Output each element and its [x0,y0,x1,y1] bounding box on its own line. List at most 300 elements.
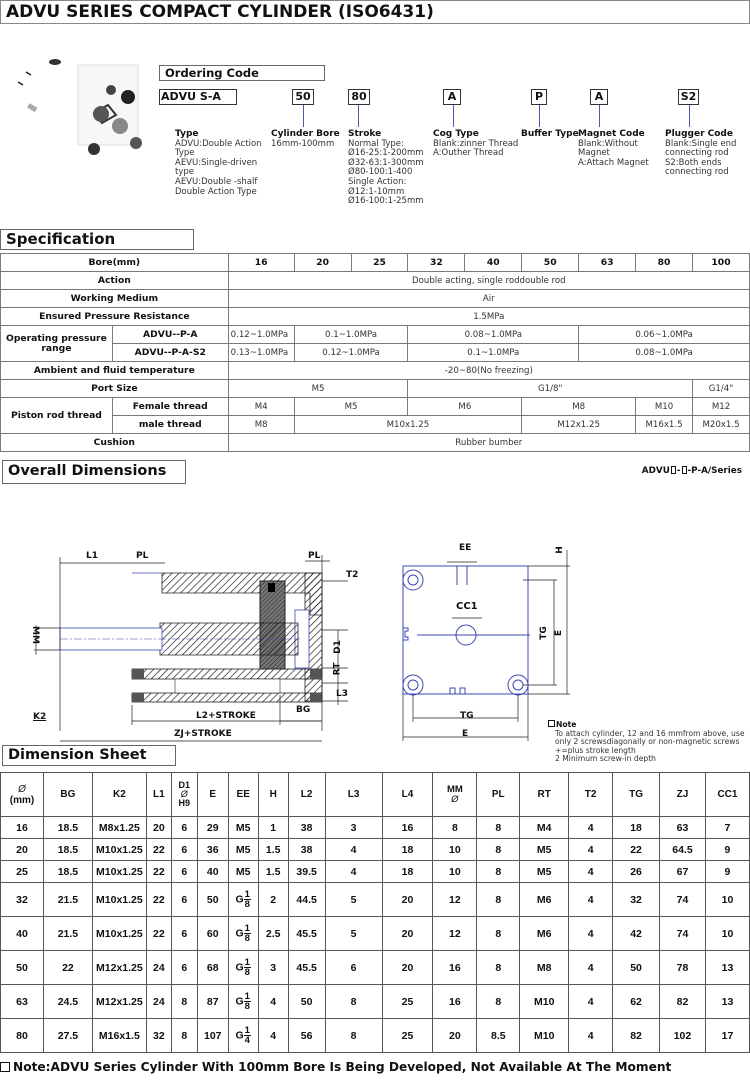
label-mm: MM [29,626,40,644]
bore-32: 32 [408,254,465,272]
cell-h: 2.5 [258,917,288,951]
op-pas2-value: 0.1~1.0MPa [408,344,579,362]
fraction [244,1026,251,1045]
cell-pl: 8 [477,817,520,839]
field-title: Buffer Type [521,129,579,139]
header-d1 [171,773,197,817]
cell-cc1: 13 [705,951,749,985]
header-k2: K2 [92,773,146,817]
cell-zj: 74 [660,917,706,951]
cell-h: 4 [258,1019,288,1053]
checkbox-icon [0,1062,10,1072]
series-suffix: -P-A/Series [687,466,742,476]
field-title: Magnet Code [578,129,645,139]
fraction [244,890,251,909]
connector-line [453,105,454,127]
medium-label: Working Medium [1,290,229,308]
field-stroke [348,130,424,207]
cell-h: 1.5 [258,861,288,883]
field-line: type [175,167,194,178]
cell-mm: 16 [433,985,477,1019]
fraction-denominator: 8 [244,933,250,944]
dimension-header-row [1,773,750,817]
cell-mm: 20 [433,1019,477,1053]
op-pressure-label: Operating pressure range [1,326,113,362]
cell-tg: 22 [613,839,660,861]
male-value: M16x1.5 [636,416,693,434]
cell-e: 107 [197,1019,228,1053]
label-l2-stroke: L2+STROKE [196,711,256,721]
cell-t2: 4 [569,861,613,883]
action-label: Action [1,272,229,290]
cell-t2: 4 [569,883,613,917]
header-mm [433,773,477,817]
cell-l1: 22 [146,917,171,951]
field-line: AEVU:Double -shalf [175,176,258,187]
resistance-value: 1.5MPa [228,308,749,326]
cell-bg: 18.5 [43,861,92,883]
cell-rt: M8 [520,951,569,985]
label-l1: L1 [86,551,98,561]
spec-row-action [1,272,750,290]
cell-l3: 3 [325,817,382,839]
cell-mm: 10 [433,839,477,861]
series-mid: - [676,466,681,476]
cell-rt: M10 [520,985,569,1019]
fraction-numerator: 1 [244,991,250,1002]
fraction [244,958,251,977]
field-line: S2:Both ends [665,157,722,168]
cell-cc1: 10 [705,917,749,951]
front-view-drawing [395,540,575,745]
cell-d1: 6 [171,917,197,951]
header-t2: T2 [569,773,613,817]
header-pl: PL [477,773,520,817]
product-image [8,45,153,155]
cell-tg: 62 [613,985,660,1019]
cell-zj: 64.5 [660,839,706,861]
cell-d1: 8 [171,985,197,1019]
field-line: Ø80-100:1-400 [348,167,413,178]
cell-d1: 6 [171,861,197,883]
cell-k2: M8x1.25 [92,817,146,839]
field-line: A:Attach Magnet [578,157,649,168]
connector-line [358,105,359,127]
cell-bore: 32 [1,883,44,917]
cell-zj: 67 [660,861,706,883]
cell-l2: 38 [288,817,325,839]
cell-zj: 74 [660,883,706,917]
cushion-label: Cushion [1,434,229,452]
spec-row-cushion [1,434,750,452]
cell-l4: 25 [382,985,433,1019]
field-magnet-code [578,130,649,168]
diameter-symbol: Ø [18,783,26,795]
cell-ee [228,951,258,985]
footer-note [0,1060,671,1074]
male-value: M12x1.25 [522,416,636,434]
female-value: M12 [693,398,750,416]
placeholder-box-icon [671,466,676,474]
spec-row-op-pa [1,326,750,344]
cell-ee [228,883,258,917]
dimension-row [1,817,750,839]
field-title: Type [175,129,199,139]
placeholder-box-icon [682,466,687,474]
cell-bg: 18.5 [43,839,92,861]
dimension-sheet-title: Dimension Sheet [2,745,176,766]
header-tg: TG [613,773,660,817]
spec-row-female [1,398,750,416]
cell-rt: M5 [520,839,569,861]
dimension-row [1,951,750,985]
bore-80: 80 [636,254,693,272]
cell-rt: M10 [520,1019,569,1053]
plugger-code-box: S2 [678,89,699,105]
cell-l4: 18 [382,861,433,883]
field-line: ADVU:Double Action [175,138,262,149]
fraction-denominator: 8 [244,967,250,978]
bore-63: 63 [579,254,636,272]
cell-l1: 24 [146,951,171,985]
header-h: H [258,773,288,817]
spec-row-resistance [1,308,750,326]
dimension-body [1,817,750,1053]
cell-d1: 6 [171,951,197,985]
cell-k2: M10x1.25 [92,917,146,951]
cell-zj: 102 [660,1019,706,1053]
dimension-table [0,772,750,1053]
male-value: M20x1.5 [693,416,750,434]
cell-t2: 4 [569,985,613,1019]
cell-bore: 63 [1,985,44,1019]
cell-l2: 39.5 [288,861,325,883]
bore-100: 100 [693,254,750,272]
label-tg-vertical: TG [538,626,549,640]
header-rt: RT [520,773,569,817]
field-cylinder-bore [271,130,340,149]
label-e-vertical: E [554,629,565,637]
d1-tolerance: H9 [178,798,191,808]
cell-pl: 8 [477,917,520,951]
port-label: Port Size [1,380,229,398]
cell-t2: 4 [569,839,613,861]
op-pas2-value: 0.13~1.0MPa [228,344,294,362]
field-line: Blank:Single end [665,138,737,149]
cell-e: 50 [197,883,228,917]
spec-row-op-pas2 [1,344,750,362]
cell-ee [228,985,258,1019]
label-rt: RT [332,662,343,676]
cell-tg: 26 [613,861,660,883]
cell-e: 87 [197,985,228,1019]
field-line: Type [175,148,195,159]
cell-l3: 6 [325,951,382,985]
ee-prefix: G [235,961,244,974]
cell-cc1: 7 [705,817,749,839]
cell-rt: M6 [520,917,569,951]
label-tg-horizontal: TG [460,711,474,721]
side-view-drawing [30,545,350,745]
piston-label: Piston rod thread [1,398,113,434]
cell-pl: 8 [477,883,520,917]
cell-mm: 16 [433,951,477,985]
magnet-code-box: A [590,89,608,105]
model-code-box: ADVU S-A [159,89,237,105]
fraction-denominator: 4 [244,1035,250,1046]
drawing-note [548,720,745,764]
cell-tg: 42 [613,917,660,951]
medium-value: Air [228,290,749,308]
female-value: M6 [408,398,522,416]
cell-t2: 4 [569,917,613,951]
field-line: Ø12:1-10mm [348,186,405,197]
cell-l2: 45.5 [288,951,325,985]
note-line: 2 Minimum screw-in depth [555,754,656,764]
bore-16: 16 [228,254,294,272]
overall-dimensions-title: Overall Dimensions [2,460,186,484]
cell-mm: 8 [433,817,477,839]
cell-cc1: 13 [705,985,749,1019]
header-bg: BG [43,773,92,817]
cell-l4: 16 [382,817,433,839]
connector-line [303,105,304,127]
field-title: Stroke [348,129,382,139]
label-h: H [554,546,565,554]
note-line: To attach cylinder, 12 and 16 mmfrom above, use [555,728,745,738]
diameter-symbol: Ø [451,793,459,805]
cell-ee [228,1019,258,1053]
op-pa-value: 0.1~1.0MPa [294,326,408,344]
cell-l1: 22 [146,839,171,861]
field-line: Ø32-63:1-300mm [348,157,424,168]
cell-bg: 21.5 [43,917,92,951]
cell-bg: 22 [43,951,92,985]
specification-table [0,253,750,452]
field-title: Cog Type [433,129,479,139]
header-bore [1,773,44,817]
cell-cc1: 9 [705,861,749,883]
port-value: G1/8" [408,380,693,398]
d1-label: D1 [178,780,191,790]
field-line: Blank:Without [578,138,638,149]
cell-l1: 20 [146,817,171,839]
specification-title: Specification [0,229,194,250]
bore-label: Bore(mm) [1,254,229,272]
female-value: M10 [636,398,693,416]
fraction-numerator: 1 [244,923,250,934]
label-pl-right: PL [308,551,321,561]
cell-bg: 21.5 [43,883,92,917]
op-pas2-value: 0.08~1.0MPa [579,344,750,362]
cell-l2: 50 [288,985,325,1019]
op-pas2-label: ADVU--P-A-S2 [112,344,228,362]
field-line: Blank:zinner Thread [433,138,519,149]
header-cc1: CC1 [705,773,749,817]
cell-k2: M16x1.5 [92,1019,146,1053]
bore-unit: (mm) [9,794,35,806]
cell-d1: 6 [171,817,197,839]
cell-l2: 45.5 [288,917,325,951]
series-label [642,466,742,476]
cell-cc1: 17 [705,1019,749,1053]
cell-rt: M5 [520,861,569,883]
cell-bg: 18.5 [43,817,92,839]
cell-e: 68 [197,951,228,985]
female-value: M8 [522,398,636,416]
cell-l3: 4 [325,861,382,883]
cell-l3: 5 [325,917,382,951]
bore-20: 20 [294,254,351,272]
op-pa-value: 0.08~1.0MPa [408,326,579,344]
page-title: ADVU SERIES COMPACT CYLINDER (ISO6431) [0,0,750,24]
op-pa-value: 0.06~1.0MPa [579,326,750,344]
series-prefix: ADVU [641,466,670,476]
field-line: AEVU:Single-driven [175,157,258,168]
cell-ee: M5 [228,861,258,883]
field-line: 16mm-100mm [271,138,335,149]
spec-row-port [1,380,750,398]
field-line: Single Action: [348,176,407,187]
mm-label: MM [446,783,463,795]
cell-zj: 78 [660,951,706,985]
ordering-code-title: Ordering Code [159,65,325,81]
op-pa-value: 0.12~1.0MPa [228,326,294,344]
field-line: connecting rod [665,148,729,159]
connector-line [689,105,690,127]
cell-l2: 38 [288,839,325,861]
op-pa-label: ADVU--P-A [112,326,228,344]
cell-tg: 18 [613,817,660,839]
action-value: Double acting, single roddouble rod [228,272,749,290]
cell-l3: 8 [325,1019,382,1053]
label-bg: BG [296,705,311,715]
cell-k2: M12x1.25 [92,951,146,985]
cell-l3: 8 [325,985,382,1019]
cell-h: 3 [258,951,288,985]
field-type [175,130,262,197]
cell-k2: M12x1.25 [92,985,146,1019]
note-title: Note [556,720,577,729]
connector-line [539,105,540,127]
cell-pl: 8 [477,985,520,1019]
op-pas2-value: 0.12~1.0MPa [294,344,408,362]
bore-25: 25 [351,254,408,272]
cell-e: 40 [197,861,228,883]
cell-bore: 40 [1,917,44,951]
cell-zj: 82 [660,985,706,1019]
cell-k2: M10x1.25 [92,861,146,883]
cell-l2: 56 [288,1019,325,1053]
field-title: Cylinder Bore [271,129,340,139]
cell-pl: 8 [477,839,520,861]
fraction-numerator: 1 [244,957,250,968]
footer-note-text: Note:ADVU Series Cylinder With 100mm Bore Is Being Developed, Not Available At The Moment [13,1060,672,1074]
cell-rt: M6 [520,883,569,917]
cell-l4: 20 [382,917,433,951]
cell-l4: 18 [382,839,433,861]
cell-bg: 27.5 [43,1019,92,1053]
field-cog-type [433,130,518,159]
cell-bore: 16 [1,817,44,839]
cell-bg: 24.5 [43,985,92,1019]
field-line: Ø16-25:1-200mm [348,148,424,159]
field-plugger-code [665,130,736,178]
cell-bore: 25 [1,861,44,883]
cell-t2: 4 [569,817,613,839]
connector-line [599,105,600,127]
temp-label: Ambient and fluid temperature [1,362,229,380]
cell-mm: 10 [433,861,477,883]
female-value: M4 [228,398,294,416]
label-d1: D1 [332,640,343,654]
dimension-row [1,861,750,883]
male-label: male thread [112,416,228,434]
cell-h: 1 [258,817,288,839]
fraction-denominator: 8 [244,1001,250,1012]
cell-zj: 63 [660,817,706,839]
cell-d1: 6 [171,883,197,917]
header-ee: EE [228,773,258,817]
cell-rt: M4 [520,817,569,839]
cell-l2: 44.5 [288,883,325,917]
spec-row-male [1,416,750,434]
field-buffer-type [521,130,579,140]
field-line: connecting rod [665,167,729,178]
fraction-numerator: 1 [244,1025,250,1036]
cell-bore: 80 [1,1019,44,1053]
fraction [244,924,251,943]
field-line: Ø16-100:1-25mm [348,196,424,207]
cell-tg: 82 [613,1019,660,1053]
cell-e: 29 [197,817,228,839]
label-ee: EE [459,543,472,553]
field-line: A:Outher Thread [433,148,504,159]
header-e: E [197,773,228,817]
cushion-value: Rubber bumber [228,434,749,452]
dimension-row [1,1019,750,1053]
cell-h: 2 [258,883,288,917]
bore-code-box: 50 [292,89,314,105]
cell-l1: 24 [146,985,171,1019]
label-zj-stroke: ZJ+STROKE [174,729,232,739]
cell-ee: M5 [228,839,258,861]
header-l3: L3 [325,773,382,817]
cell-e: 36 [197,839,228,861]
cell-l4: 20 [382,883,433,917]
cell-bore: 20 [1,839,44,861]
fraction [244,992,251,1011]
spec-row-medium [1,290,750,308]
cell-l4: 20 [382,951,433,985]
ee-prefix: G [235,995,244,1008]
header-l2: L2 [288,773,325,817]
dimension-row [1,985,750,1019]
field-line: Magnet [578,148,610,159]
male-value: M8 [228,416,294,434]
checkbox-icon [548,720,555,727]
field-title: Plugger Code [665,129,733,139]
cell-k2: M10x1.25 [92,883,146,917]
cell-cc1: 10 [705,883,749,917]
dimension-row [1,917,750,951]
port-value: M5 [228,380,408,398]
field-line: Double Action Type [175,186,257,197]
spec-row-bore [1,254,750,272]
cell-mm: 12 [433,883,477,917]
female-value: M5 [294,398,408,416]
diameter-symbol: Ø [180,789,188,799]
